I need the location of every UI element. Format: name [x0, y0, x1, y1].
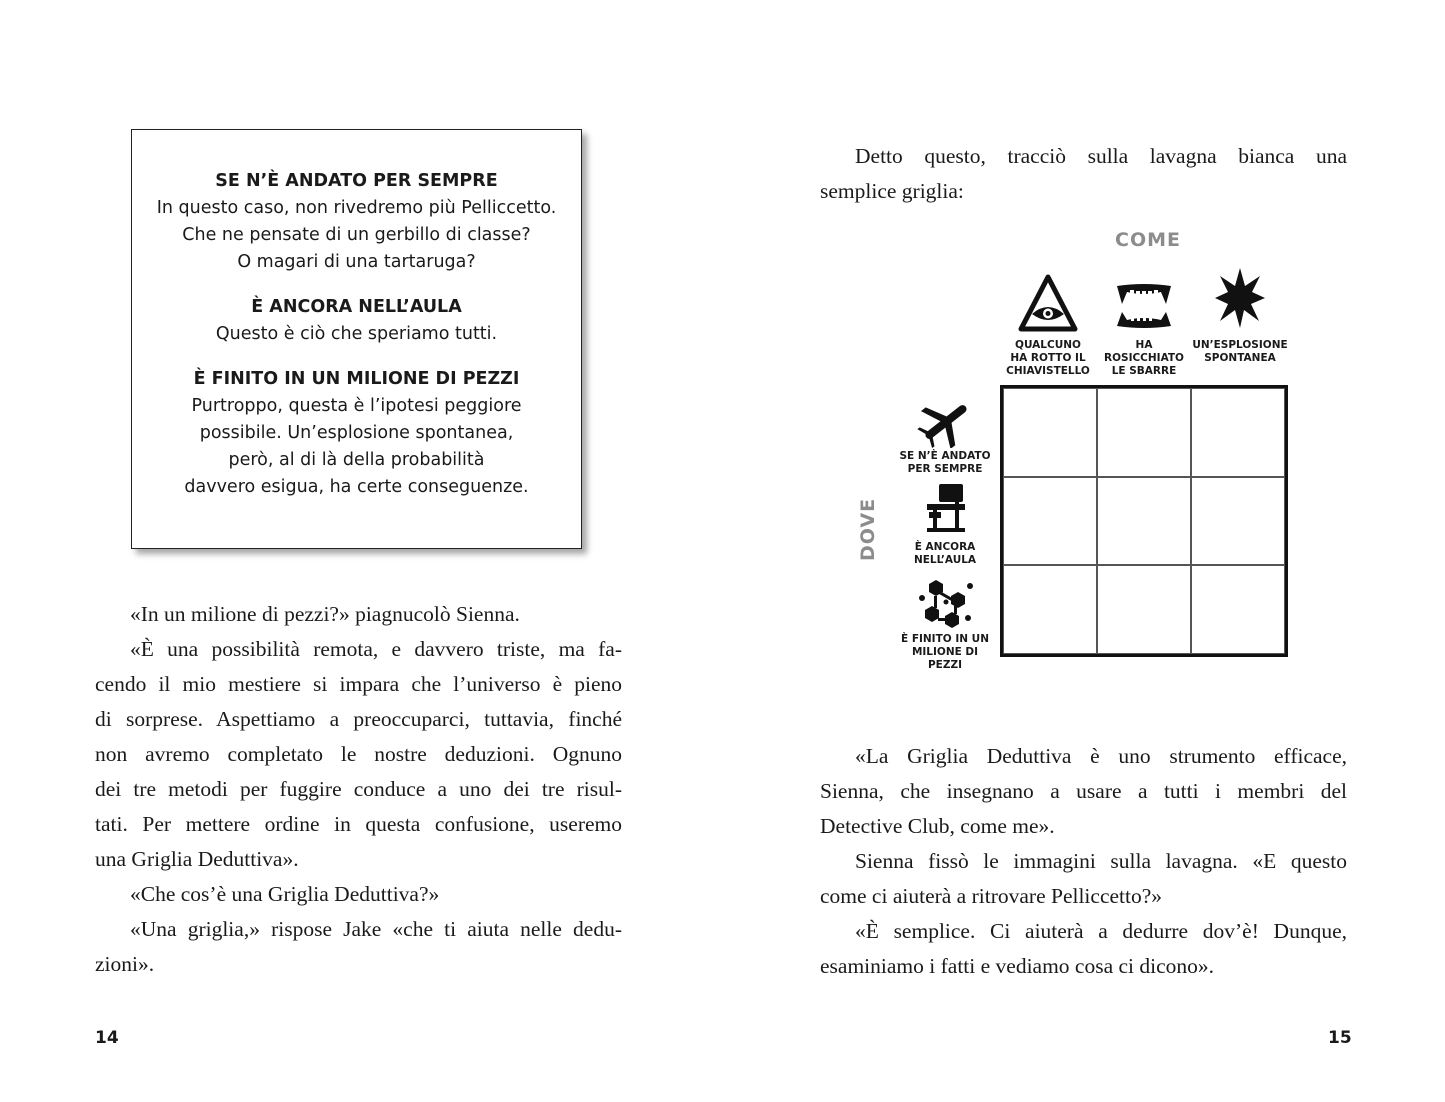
outcomes-box	[131, 129, 582, 549]
text-line: zioni».	[95, 952, 155, 976]
text-line: dei tre metodi per fuggire conduce a uno dei tre risul-	[95, 777, 622, 801]
column-header-line: SPONTANEA	[1204, 352, 1276, 364]
grid-cell	[1191, 388, 1285, 477]
grid-cell	[1097, 477, 1191, 566]
paragraph	[820, 844, 1347, 914]
intro-text	[820, 139, 1347, 209]
row-axis-label: DOVE	[857, 497, 879, 561]
explosion-icon	[1214, 266, 1266, 330]
row-header-line: È FINITO IN UN	[900, 633, 989, 645]
page-number: 15	[1328, 1028, 1352, 1048]
text-line: come ci aiuterà a ritrovare Pelliccetto?»	[820, 884, 1163, 908]
fangs-icon	[1114, 282, 1174, 330]
grid-cell	[1097, 565, 1191, 654]
paragraph	[820, 739, 1347, 844]
column-header-line: LE SBARRE	[1111, 365, 1177, 377]
box-item-line: possibile. Un’esplosione spontanea,	[199, 423, 514, 443]
grid-cell	[1003, 388, 1097, 477]
box-item-line: Questo è ciò che speriamo tutti.	[215, 324, 498, 344]
text-line: una Griglia Deduttiva».	[95, 847, 299, 871]
box-item-heading: È ANCORA NELL’AULA	[251, 297, 462, 317]
text-line: cendo il mio mestiere si impara che l’universo è pieno	[95, 672, 622, 696]
row-header	[895, 450, 995, 476]
text-line: «È una possibilità remota, e davvero triste, ma fa-	[130, 637, 622, 661]
airplane-icon	[917, 396, 975, 448]
column-header	[1094, 339, 1194, 378]
box-item-line: però, al di là della probabilità	[228, 450, 485, 470]
paragraph	[820, 914, 1347, 984]
text-line: non avremo completato le nostre deduzioni. Ognuno	[95, 742, 622, 766]
text-line: Detective Club, come me».	[820, 814, 1055, 838]
text-line: semplice griglia:	[820, 179, 964, 203]
paragraph	[95, 912, 622, 982]
box-item-line: davvero esigua, ha certe conseguenze.	[184, 477, 529, 497]
grid-cell	[1003, 477, 1097, 566]
row-header	[895, 541, 995, 567]
text-line: «La Griglia Deduttiva è uno strumento efficace,	[855, 744, 1347, 768]
column-header	[1190, 339, 1290, 365]
box-item-line: In questo caso, non rivedremo più Pelliccetto.	[156, 198, 557, 218]
paragraph	[95, 877, 622, 912]
text-line: «In un milione di pezzi?» piagnucolò Sienna.	[130, 602, 520, 626]
box-item	[132, 294, 581, 348]
page-number: 14	[95, 1028, 119, 1048]
row-header-line: SE N’È ANDATO	[899, 450, 991, 462]
row-header-line: È ANCORA	[914, 541, 976, 553]
molecules-icon	[918, 578, 974, 630]
box-item-heading: È FINITO IN UN MILIONE DI PEZZI	[193, 369, 520, 389]
right-page	[722, 0, 1445, 1102]
grid-cell	[1097, 388, 1191, 477]
box-item	[132, 366, 581, 501]
text-line: Detto questo, tracciò sulla lavagna bianca una	[855, 144, 1347, 168]
text-line: esaminiamo i fatti e vediamo cosa ci dicono».	[820, 954, 1215, 978]
paragraph	[95, 632, 622, 877]
grid-cell	[1191, 477, 1285, 566]
column-header-line: QUALCUNO	[1015, 339, 1081, 351]
row-header	[895, 633, 995, 672]
text-line: Sienna, che insegnano a usare a tutti i membri del	[820, 779, 1347, 803]
text-line: «Che cos’è una Griglia Deduttiva?»	[130, 882, 440, 906]
eye-triangle-icon	[1018, 274, 1078, 332]
grid-cell	[1191, 565, 1285, 654]
text-line: Sienna fissò le immagini sulla lavagna. «E questo	[855, 849, 1347, 873]
row-header-line: PER SEMPRE	[907, 463, 983, 475]
text-line: tati. Per mettere ordine in questa confusione, useremo	[95, 812, 622, 836]
deduction-grid	[1000, 385, 1288, 657]
box-item-heading: SE N’È ANDATO PER SEMPRE	[215, 171, 498, 191]
text-line: «È semplice. Ci aiuterà a dedurre dov’è! Dunque,	[855, 919, 1347, 943]
text-line: di sorprese. Aspettiamo a preoccuparci, tuttavia, finché	[95, 707, 622, 731]
column-header-line: ROSICCHIATO	[1104, 352, 1184, 364]
box-item-line: O magari di una tartaruga?	[237, 252, 476, 272]
grid-cell	[1003, 565, 1097, 654]
row-header-line: NELL’AULA	[913, 554, 977, 566]
column-axis-label: COME	[1115, 229, 1181, 251]
text-line: «Una griglia,» rispose Jake «che ti aiuta nelle dedu-	[130, 917, 622, 941]
box-item-line: Che ne pensate di un gerbillo di classe?	[182, 225, 531, 245]
right-body-text	[820, 739, 1347, 984]
column-header	[998, 339, 1098, 378]
paragraph	[95, 597, 622, 632]
box-item	[132, 168, 581, 276]
column-header-line: HA	[1135, 339, 1153, 351]
left-body-text	[95, 597, 622, 982]
column-header-line: UN’ESPLOSIONE	[1192, 339, 1288, 351]
school-desk-icon	[925, 482, 967, 534]
column-header-line: CHIAVISTELLO	[1006, 365, 1090, 377]
left-page	[0, 0, 722, 1102]
row-header-line: MILIONE DI PEZZI	[911, 646, 979, 671]
box-item-line: Purtroppo, questa è l’ipotesi peggiore	[191, 396, 522, 416]
column-header-line: HA ROTTO IL	[1010, 352, 1086, 364]
paragraph	[820, 139, 1347, 209]
